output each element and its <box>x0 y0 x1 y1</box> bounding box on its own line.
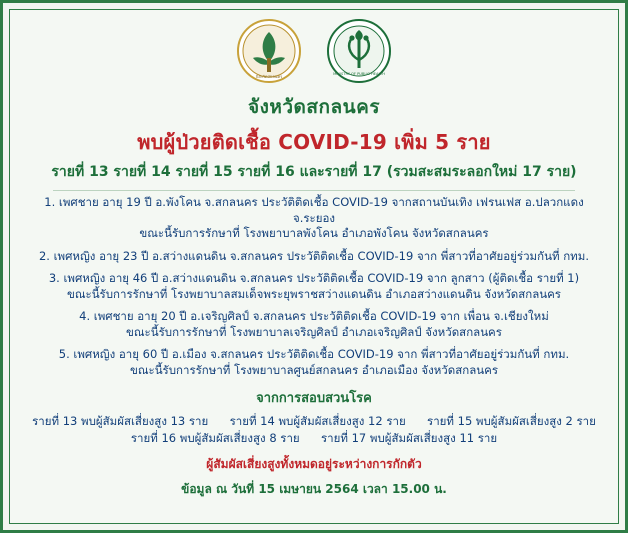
contact-item: รายที่ 14 พบผู้สัมผัสเสี่ยงสูง 12 ราย <box>229 414 406 429</box>
case-treatment-line: ขณะนี้รับการรักษาที่ โรงพยาบาลเจริญศิลป์ อำเภอเจริญศิลป์ จังหวัดสกลนคร <box>126 324 502 339</box>
contact-item: รายที่ 17 พบผู้สัมผัสเสี่ยงสูง 11 ราย <box>320 431 498 446</box>
contact-summary <box>28 413 600 448</box>
divider <box>53 190 576 191</box>
case-detail-line: 3. เพศหญิง อายุ 46 ปี อ.สว่างแดนดิน จ.สกลนคร ประวัติติดเชื้อ COVID-19 จาก ลูกสาว (ผู้ติดเชื้อ รายที่ 1) <box>48 271 580 286</box>
case-treatment-line: ขณะนี้รับการรักษาที่ โรงพยาบาลพังโคน อำเภอพังโคน จังหวัดสกลนคร <box>139 226 489 241</box>
logo-row <box>236 18 392 90</box>
case-item <box>28 309 600 340</box>
contact-item: รายที่ 16 พบผู้สัมผัสเสี่ยงสูง 8 ราย <box>130 431 300 446</box>
case-item <box>28 347 600 378</box>
contact-row-1 <box>28 413 600 430</box>
case-treatment-line: ขณะนี้รับการรักษาที่ โรงพยาบาลศูนย์สกลนคร อำเภอเมือง จังหวัดสกลนคร <box>129 362 498 377</box>
contact-row-2 <box>28 430 600 447</box>
case-detail-line: 2. เพศหญิง อายุ 23 ปี อ.สว่างแดนดิน จ.สกลนคร ประวัติติดเชื้อ COVID-19 จาก พี่สาวที่อาศัยอยู่ร่วมกันที่ กทม. <box>38 248 589 263</box>
case-detail-line: 1. เพศชาย อายุ 19 ปี อ.พังโคน จ.สกลนคร ประวัติติดเชื้อ COVID-19 จากสถานบันเทิง เฟรนเฟส อ.ปลวกแดง จ.ระยอง <box>44 195 584 225</box>
headline: พบผู้ป่วยติดเชื้อ COVID-19 เพิ่ม 5 ราย <box>137 130 491 154</box>
poster-inner-frame <box>9 9 619 524</box>
sakon-nakhon-provincial-seal-icon <box>236 18 302 84</box>
case-item <box>28 195 600 242</box>
data-timestamp: ข้อมูล ณ วันที่ 15 เมษายน 2564 เวลา 15.00 น. <box>181 481 447 496</box>
subheadline: รายที่ 13 รายที่ 14 รายที่ 15 รายที่ 16 และรายที่ 17 (รวมสะสมระลอกใหม่ 17 ราย) <box>51 164 577 180</box>
case-detail-line: 5. เพศหญิง อายุ 60 ปี อ.เมือง จ.สกลนคร ประวัติติดเชื้อ COVID-19 จาก พี่สาวที่อาศัยอยู่ร่วมกันที่ กทม. <box>58 347 570 362</box>
svg-text:จังหวัดสกลนคร: จังหวัดสกลนคร <box>255 74 283 79</box>
quarantine-note: ผู้สัมผัสเสี่ยงสูงทั้งหมดอยู่ระหว่างการกักตัว <box>206 456 422 471</box>
case-item <box>28 249 600 265</box>
case-item <box>28 271 600 302</box>
contact-item: รายที่ 13 พบผู้สัมผัสเสี่ยงสูง 13 ราย <box>32 414 209 429</box>
case-list <box>28 195 600 385</box>
investigation-title: จากการสอบสวนโรค <box>256 391 372 407</box>
province-title: จังหวัดสกลนคร <box>247 96 381 118</box>
contact-item: รายที่ 15 พบผู้สัมผัสเสี่ยงสูง 2 ราย <box>427 414 596 429</box>
case-detail-line: 4. เพศชาย อายุ 20 ปี อ.เจริญศิลป์ จ.สกลนคร ประวัติติดเชื้อ COVID-19 จาก เพื่อน จ.เชียงใหม่ <box>79 309 549 324</box>
ministry-of-public-health-logo-icon <box>326 18 392 84</box>
svg-text:MINISTRY OF PUBLIC HEALTH: MINISTRY OF PUBLIC HEALTH <box>333 72 385 76</box>
case-treatment-line: ขณะนี้รับการรักษาที่ โรงพยาบาลสมเด็จพระยุพราชสว่างแดนดิน อำเภอสว่างแดนดิน จังหวัดสกลนคร <box>66 286 561 301</box>
